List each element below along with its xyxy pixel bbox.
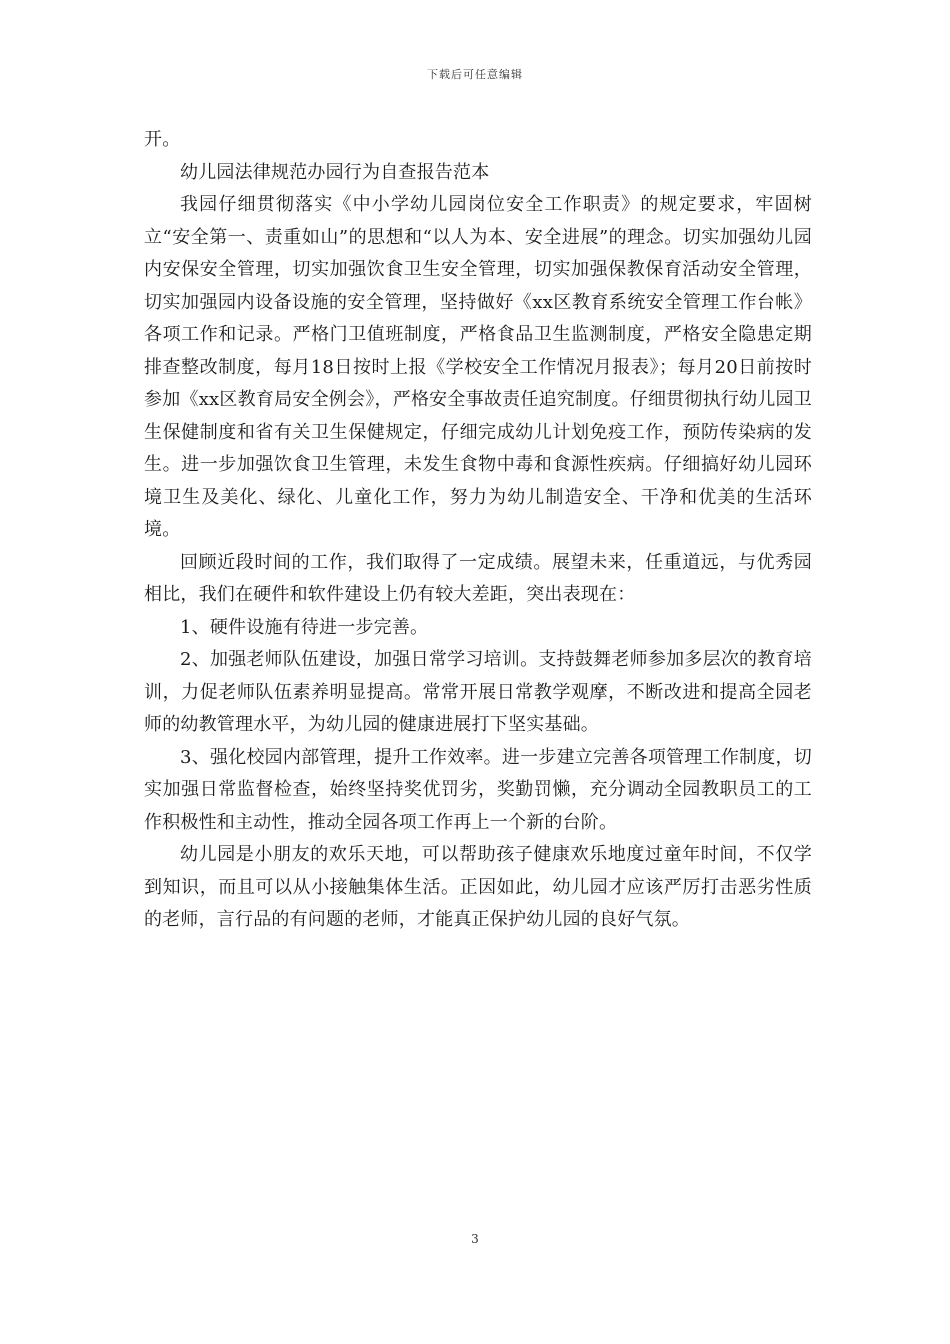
list-item-hardware: 1、硬件设施有待进一步完善。	[180, 616, 429, 638]
list-item-teachers: 2、加强老师队伍建设，加强日常学习培训。支持鼓舞老师参加多层次的教育培训，力促老师队伍素养明显提高。常常开展日常教学观摩，不断改进和提高全园老师的幼教管理水平，为幼儿园的健康进展打下坚实基础。	[144, 649, 812, 735]
section-title: 幼儿园法律规范办园行为自查报告范本	[180, 161, 490, 183]
paragraph-review: 回顾近段时间的工作，我们取得了一定成绩。展望未来，任重道远，与优秀园相比，我们在硬件和软件建设上仍有较大差距，突出表现在：	[144, 551, 812, 605]
paragraph-conclusion: 幼儿园是小朋友的欢乐天地，可以帮助孩子健康欢乐地度过童年时间，不仅学到知识，而且可以从小接触集体生活。正因如此，幼儿园才应该严厉打击恶劣性质的老师，言行品的有问题的老师，才能真正保护幼儿园的良好气氛。	[144, 844, 812, 930]
document-body	[144, 124, 812, 937]
paragraph-safety-management: 我园仔细贯彻落实《中小学幼儿园岗位安全工作职责》的规定要求，牢固树立“安全第一、责重如山”的思想和“以人为本、安全进展”的理念。切实加强幼儿园内安保安全管理，切实加强饮食卫生安全管理，切实加强保教保育活动安全管理，切实加强园内设备设施的安全管理，坚持做好《xx区教育系统安全管理工作台帐》各项工作和记录。严格门卫值班制度，严格食品卫生监测制度，严格安全隐患定期排查整改制度，每月18日按时上报《学校安全工作情况月报表》；每月20日前按时参加《xx区教育局安全例会》，严格安全事故责任追究制度。仔细贯彻执行幼儿园卫生保健制度和省有关卫生保健规定，仔细完成幼儿计划免疫工作，预防传染病的发生。进一步加强饮食卫生管理，未发生食物中毒和食源性疾病。仔细搞好幼儿园环境卫生及美化、绿化、儿童化工作，努力为幼儿制造安全、干净和优美的生活环境。	[144, 194, 812, 540]
paragraph-continuation: 开。	[144, 129, 181, 150]
page-header: 下载后可任意编辑	[427, 68, 523, 81]
page-number: 3	[471, 1232, 479, 1246]
list-item-management: 3、强化校园内部管理，提升工作效率。进一步建立完善各项管理工作制度，切实加强日常监督检查，始终坚持奖优罚劣，奖勤罚懒，充分调动全园教职员工的工作积极性和主动性，推动全园各项工作再上一个新的台阶。	[144, 746, 812, 833]
